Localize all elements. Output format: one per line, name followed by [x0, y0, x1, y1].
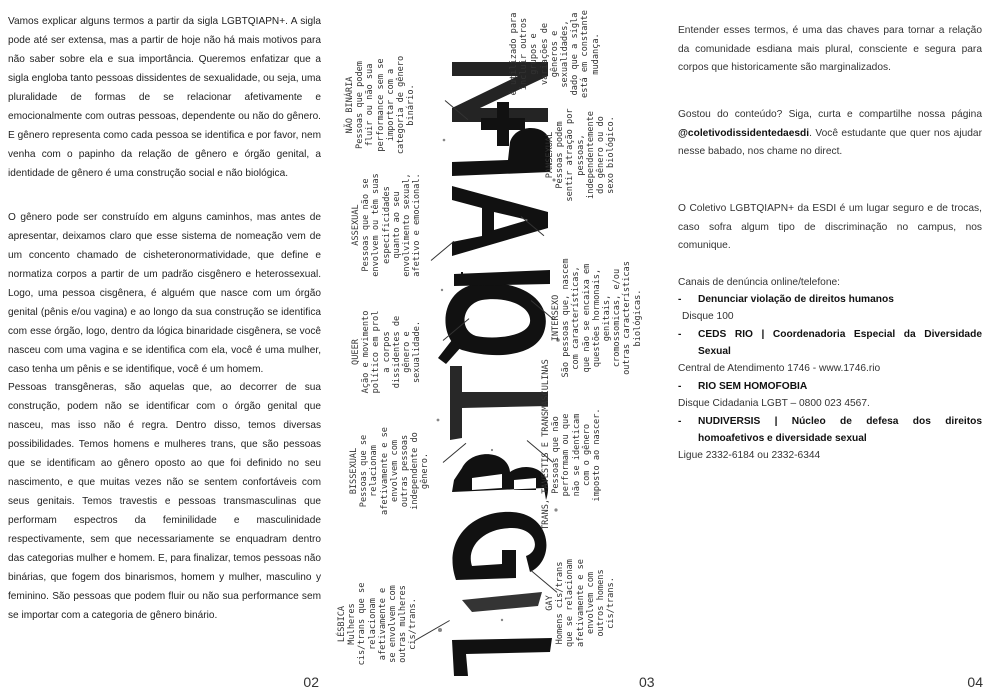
term-title: PANSEXUAL [545, 131, 555, 179]
gender-paragraph: O gênero pode ser construído em alguns caminhos, mas antes de apresentar, deixamos claro que esse sistema de nomeação vem de um concento chamado de cisheteronormatividade, que define e normatiza corpos a partir de um padrão cisgênero e heterossexual. Logo, uma pessoa cisgênera, é alguém que nasce com um órgão genital (pênis e/ou vagina) e ao longo da sua construção se identifica com esse órgão, logo, dentro da lógica binaridade cisgênera, se você nasceu com uma vagina e se identifica com ela, você é uma mulher, caso tenha um pênis e se identifique, você é um homem. [8, 212, 321, 375]
term-title: TRANS, TAVESTIS E TRANSMASCULINAS [541, 359, 551, 530]
term-queer [351, 292, 422, 412]
channels-title: Canais de denúncia online/telefone: [678, 277, 840, 288]
term-title: ASSEXUAL [351, 204, 361, 246]
term-description: é utilizado para incluir outros grupos e variações de gêneros e sexualidades, dado que a sigla está em constante mudança. [509, 10, 601, 98]
term-plus [509, 2, 601, 106]
collective-paragraph: O Coletivo LGBTQIAPN+ da ESDI é um lugar seguro e de trocas, caso sofra algum tipo de discriminação no campus, nos comunique. [678, 203, 982, 251]
channel-detail: Disque Cidadania LGBT – 0800 023 4567. [678, 398, 870, 409]
term-nao-binaria [345, 40, 416, 170]
term-description: Pessoas que não performam ou que não se identicam com o gênero imposto ao nascer. [551, 408, 603, 502]
follow-paragraph [678, 106, 982, 162]
term-description: Homens cis/trans que se relacionam afetivamente e se envolvem com outros homens cis/trans. [555, 559, 617, 647]
channel-ceds-rio: - CEDS RIO | Coordenadoria Especial da Diversidade Sexual [678, 326, 982, 360]
term-bissexual [349, 402, 431, 540]
page-02 [0, 0, 331, 698]
channel-rio-sem-homofobia: - RIO SEM HOMOFOBIA [678, 378, 982, 395]
term-title: NÃO BINÁRIA [345, 76, 355, 134]
follow-text-end: . Você estudante que quer nos ajudar nesse babado, nos chame no direct. [678, 127, 982, 157]
conclusion-paragraph: Entender esses termos, é uma das chaves para tornar a relação da comunidade esdiana mais plural, consciente e segura para corpos que historicamente são marginalizados. [678, 25, 982, 73]
term-intersexo [551, 242, 643, 394]
channel-human-rights: - Denunciar violação de direitos humanos [678, 291, 982, 308]
term-description: Ação e movimento político em prol a corpos dissidentes de gênero e sexualidade. [361, 310, 423, 394]
page-04 [662, 0, 993, 698]
term-title: INTERSEXO [551, 294, 561, 342]
transgender-paragraph: Pessoas transgêneras, são aquelas que, ao decorrer de sua construção, podem não se identificar com o órgão genital que nasceu, mas isso não é regra. Dentro disso, temos diversas possibilidades. Temos homens e mulheres trans, que são pessoas que se identificam ao gênero oposto ao que foi definido no seu nascimento, e que muitas vezes não se sentem confortáveis com seus genitais. Temos travestis e pessoas transmasculinas que performam espectros da feminilidade e masculinidade respectivamente, sem que necessariamente se enquadram dentro das categorias mulher e homem. E, para finalizar, temos pessoas não binárias, que fogem dos binarismos, homem y mulher, masculino y feminino. São pessoas que podem fluir ou não sua performance sem se importar com a categoria de gênero binário. [8, 382, 321, 621]
follow-text: Gostou do conteúdo? Siga, curta e compartilhe nossa página [678, 109, 982, 120]
channel-detail: Central de Atendimento 1746 - www.1746.rio [678, 363, 881, 374]
term-description: Pessoas que não se envolvem ou têm suas especificidades quanto ao seu envolvimento sexual, afetivo e emocional. [361, 173, 423, 277]
report-channels [678, 274, 982, 465]
page-number: 03 [639, 674, 655, 690]
channel-detail: Disque 100 [682, 311, 734, 322]
intro-paragraph: Vamos explicar alguns termos a partir da sigla LGBTQIAPN+. A sigla pode até ser extensa, mas a partir de hoje não há mais motivos para não saber sobre ela e sua importância. Queremos enfatizar que a sigla engloba tanto pessoas dissidentes de sexualidade, ou seja, uma pluralidade de formas de se relacionar afetivamente e emocionalmente com outras pessoas, dependente ou não do gênero. E gênero representa como cada pessoa se identifica e por favor, nem venha com o papinho da relação de gênero e órgão genital, a identidade de gênero é uma construção social e não biológica. [8, 16, 321, 179]
term-trans [541, 359, 603, 530]
term-lesbica [337, 568, 419, 680]
term-gay [545, 542, 616, 664]
instagram-handle[interactable]: @coletivodissidentedaesdi [678, 127, 810, 139]
page-number: 02 [303, 674, 319, 690]
term-title: GAY [545, 595, 555, 611]
term-description: São pessoas que, nascem com características, que não se encaixa em questões hormonais, genitais, cromossomicas, e/ou outras características biológicas. [561, 258, 643, 378]
term-description: Pessoas que podem fluir ou não sua performance sem se importar com a categoria de gênero binário. [355, 55, 417, 155]
plus-icon [481, 102, 525, 146]
term-pansexual [545, 92, 616, 218]
page-03 [331, 0, 662, 698]
term-description: Pessoas que se relacionam afetivamente e se envolvem com outras pessoas independente do gênero. [359, 427, 431, 515]
term-title: QUEER [351, 339, 361, 365]
term-title: BISSEXUAL [349, 447, 359, 495]
term-title: LÉSBICA [337, 605, 347, 643]
channel-nudiversis: - NUDIVERSIS | Núcleo de defesa dos direitos homoafetivos e diversidade sexual [678, 413, 982, 447]
term-assexual [351, 150, 422, 300]
term-description: Pessoas podem sentir atração por pessoas, independentemente do gênero ou do sexo biológico. [555, 108, 617, 202]
page-number: 04 [967, 674, 983, 690]
term-description: Mulheres cis/trans que se relacionam afetivamente e se envolvem com outras mulheres cis/trans. [347, 582, 419, 666]
channel-detail: Ligue 2332-6184 ou 2332-6344 [678, 450, 821, 461]
